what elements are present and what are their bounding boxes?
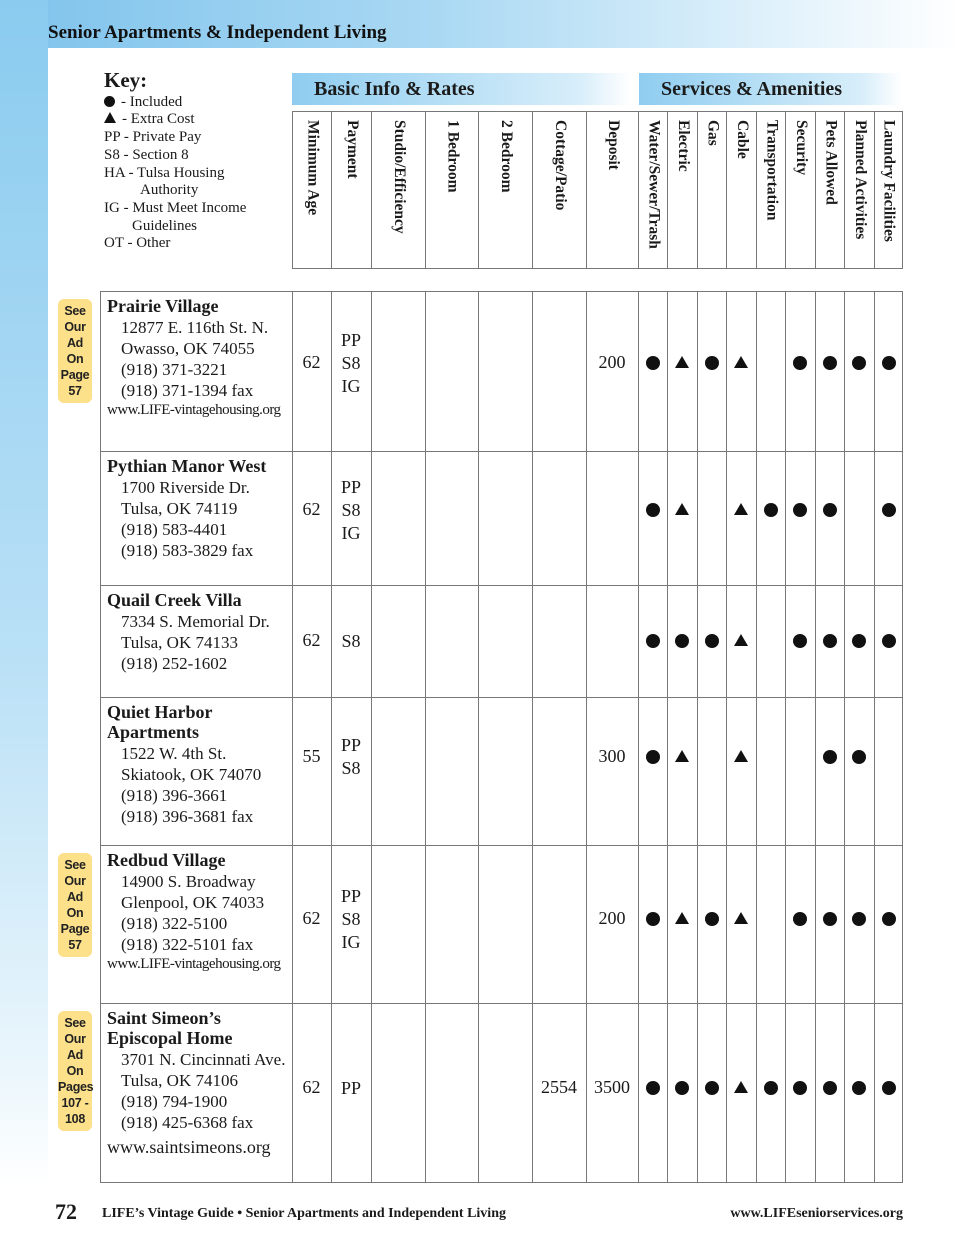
- included-dot: [852, 356, 866, 370]
- see-ad-badge-line: Ad On: [66, 336, 84, 366]
- facility-name: Apartments: [107, 722, 199, 742]
- included-dot: [705, 912, 719, 926]
- column-header-label: 1 Bedroom: [444, 120, 462, 193]
- key-ha-cont: Authority: [140, 182, 199, 199]
- facility-address-line: Glenpool, OK 74033: [121, 893, 265, 912]
- column-divider: [371, 291, 372, 1183]
- deposit: 300: [598, 746, 626, 766]
- see-ad-badge-line: Our: [64, 320, 86, 334]
- column-header: [331, 111, 372, 269]
- facility-name: Episcopal Home: [107, 1028, 233, 1048]
- page-number: 72: [55, 1199, 77, 1224]
- extra-cost-triangle: [675, 356, 689, 368]
- key-title: Key:: [104, 68, 148, 92]
- deposit: 200: [598, 352, 626, 372]
- facility-address-line: Skiatook, OK 74070: [121, 765, 262, 784]
- column-header-label: Electric: [675, 120, 692, 172]
- column-header-label: Minimum Age: [304, 120, 322, 216]
- deposit: 200: [598, 908, 626, 928]
- column-header-label: Studio/Efficiency: [391, 120, 408, 234]
- see-ad-badge-line: Page: [60, 368, 90, 382]
- column-divider: [815, 291, 816, 1183]
- payment-type: PP: [340, 735, 362, 755]
- facility-address-line: (918) 322-5100: [121, 914, 228, 933]
- see-ad-badge[interactable]: [58, 1011, 92, 1131]
- key-ot: OT - Other: [104, 235, 171, 252]
- extra-cost-triangle: [734, 912, 748, 924]
- footer-title: LIFE’s Vintage Guide • Senior Apartments and Independent Living: [102, 1206, 506, 1221]
- included-dot: [793, 356, 807, 370]
- column-header: [371, 111, 426, 269]
- facility-address-line: (918) 425-6368 fax: [121, 1113, 254, 1132]
- payment-type: PP: [340, 885, 362, 906]
- extra-cost-triangle: [734, 1081, 748, 1093]
- key-extra-cost-label: - Extra Cost: [122, 111, 195, 128]
- key-s8: S8 - Section 8: [104, 146, 189, 163]
- included-dot: [852, 1081, 866, 1095]
- included-dot: [823, 1081, 837, 1095]
- included-dot: [705, 1081, 719, 1095]
- minimum-age: 55: [302, 746, 321, 766]
- facility-address-line: 14900 S. Broadway: [121, 872, 256, 891]
- column-header: [532, 111, 587, 269]
- payment-types: [331, 476, 371, 545]
- see-ad-badge-line: 108: [65, 1112, 85, 1126]
- included-dot: [705, 634, 719, 648]
- included-dot: [764, 1081, 778, 1095]
- section-basic-info: Basic Info & Rates: [292, 73, 631, 105]
- column-divider: [425, 291, 426, 1183]
- minimum-age: 62: [302, 908, 321, 928]
- see-ad-badge-line: Ad On: [66, 890, 84, 920]
- row-divider: [100, 697, 903, 698]
- payment-type: S8: [341, 630, 361, 651]
- key-ig: IG - Must Meet Income: [104, 199, 247, 216]
- facility-name: Quail Creek Villa: [107, 590, 242, 610]
- see-ad-badge-line: Pages: [58, 1080, 94, 1094]
- extra-cost-triangle: [734, 750, 748, 762]
- minimum-age: 62: [302, 1077, 321, 1097]
- included-dot: [793, 1081, 807, 1095]
- included-dot: [764, 503, 778, 517]
- row-divider: [100, 451, 903, 452]
- included-dot: [793, 634, 807, 648]
- payment-types: [331, 734, 371, 780]
- payment-types: [331, 1077, 371, 1100]
- facility-address-line: 1522 W. 4th St.: [121, 744, 227, 763]
- column-header-label: Water/Sewer/Trash: [645, 120, 663, 249]
- facility-address-line: (918) 396-3681 fax: [121, 807, 254, 826]
- payment-type: S8: [341, 499, 361, 520]
- footer-url: www.LIFEseniorservices.org: [730, 1206, 903, 1221]
- side-gradient: [0, 0, 48, 1185]
- facility-name: Redbud Village: [107, 850, 226, 870]
- key-pp: PP - Private Pay: [104, 129, 202, 146]
- included-dot: [646, 634, 660, 648]
- column-divider: [667, 291, 668, 1183]
- included-dot: [675, 1081, 689, 1095]
- row-divider: [100, 1003, 903, 1004]
- see-ad-badge-line: See: [64, 304, 86, 318]
- column-header-label: Planned Activities: [852, 120, 869, 240]
- legend-key: [104, 68, 247, 253]
- see-ad-badge-line: Page: [60, 922, 90, 936]
- included-dot: [646, 912, 660, 926]
- facility-name: Prairie Village: [107, 296, 219, 316]
- column-header: [756, 111, 786, 269]
- facility-address-line: Owasso, OK 74055: [121, 339, 255, 358]
- column-divider: [697, 291, 698, 1183]
- payment-type: PP: [340, 1077, 362, 1098]
- column-divider: [478, 291, 479, 1183]
- facility-address-line: Tulsa, OK 74119: [121, 499, 238, 518]
- included-dot: [793, 503, 807, 517]
- facility-website[interactable]: www.saintsimeons.org: [107, 1137, 271, 1157]
- payment-type: S8: [341, 908, 361, 929]
- column-header: [425, 111, 479, 269]
- included-dot: [646, 750, 660, 764]
- facility-address-line: 1700 Riverside Dr.: [121, 478, 250, 497]
- column-divider: [638, 291, 639, 1183]
- included-dot: [705, 356, 719, 370]
- column-divider: [586, 291, 587, 1183]
- extra-cost-triangle: [675, 912, 689, 924]
- payment-type: S8: [341, 758, 361, 778]
- key-ig-cont: Guidelines: [132, 217, 197, 234]
- column-header-label: Gas: [704, 120, 722, 146]
- column-divider: [726, 291, 727, 1183]
- column-header-label: Security: [793, 120, 810, 176]
- column-divider: [532, 291, 533, 1183]
- payment-type: PP: [340, 329, 362, 350]
- extra-cost-triangle: [734, 356, 748, 368]
- see-ad-badge-line: 57: [68, 938, 82, 952]
- row-divider: [100, 845, 903, 846]
- dot-icon: [104, 96, 115, 107]
- column-header-label: Payment: [344, 120, 361, 179]
- column-header: [697, 111, 727, 269]
- payment-types: [331, 329, 371, 398]
- extra-cost-triangle: [675, 750, 689, 762]
- row-divider: [100, 585, 903, 586]
- payment-type: PP: [340, 476, 362, 497]
- column-header: [726, 111, 757, 269]
- included-dot: [823, 634, 837, 648]
- column-header-label: Cable: [734, 120, 751, 159]
- key-ha: HA - Tulsa Housing: [104, 164, 225, 181]
- see-ad-badge-line: Ad On: [66, 1048, 84, 1078]
- column-divider: [844, 291, 845, 1183]
- payment-type: S8: [341, 352, 361, 373]
- column-header: [815, 111, 845, 269]
- see-ad-badge-line: 57: [68, 384, 82, 398]
- facility-name: Quiet Harbor: [107, 702, 213, 722]
- see-ad-badge-line: 107 -: [61, 1096, 89, 1110]
- facility-address-line: (918) 583-3829 fax: [121, 541, 254, 560]
- column-header: [844, 111, 875, 269]
- deposit: 3500: [594, 1077, 630, 1097]
- included-dot: [882, 1081, 896, 1095]
- included-dot: [646, 356, 660, 370]
- column-header: [785, 111, 816, 269]
- column-header: [874, 111, 903, 269]
- column-header-label: 2 Bedroom: [498, 120, 515, 193]
- included-dot: [646, 1081, 660, 1095]
- see-ad-badge-line: Our: [64, 1032, 86, 1046]
- included-dot: [823, 503, 837, 517]
- payment-type: IG: [341, 931, 361, 952]
- section-services: Services & Amenities: [639, 73, 902, 105]
- extra-cost-triangle: [734, 503, 748, 515]
- column-header-label: Deposit: [605, 120, 622, 170]
- see-ad-badge[interactable]: [58, 299, 92, 403]
- facility-name: Pythian Manor West: [107, 456, 267, 476]
- minimum-age: 62: [302, 499, 321, 519]
- included-dot: [882, 912, 896, 926]
- facility-address-line: Tulsa, OK 74133: [121, 633, 238, 652]
- see-ad-badge-line: See: [64, 1016, 86, 1030]
- included-dot: [882, 634, 896, 648]
- see-ad-badge-line: Our: [64, 874, 86, 888]
- facility-address-line: 3701 N. Cincinnati Ave.: [121, 1050, 286, 1069]
- column-header: [586, 111, 639, 269]
- included-dot: [823, 356, 837, 370]
- included-dot: [823, 750, 837, 764]
- column-divider: [756, 291, 757, 1183]
- included-dot: [882, 356, 896, 370]
- key-included-label: - Included: [121, 93, 183, 110]
- cottage-rate: 2554: [541, 1077, 577, 1097]
- key-included: [104, 94, 246, 112]
- included-dot: [793, 912, 807, 926]
- extra-cost-triangle: [675, 503, 689, 515]
- column-header-label: Cottage/Patio: [552, 120, 569, 211]
- included-dot: [646, 503, 660, 517]
- column-header-label: Laundry Facilities: [880, 120, 898, 242]
- payment-types: [331, 630, 371, 653]
- facility-address-line: (918) 794-1900: [121, 1092, 228, 1111]
- see-ad-badge-line: See: [64, 858, 86, 872]
- column-header-label: Transportation: [763, 120, 781, 221]
- minimum-age: 62: [302, 352, 321, 372]
- included-dot: [823, 912, 837, 926]
- facility-address-line: (918) 252-1602: [121, 654, 228, 673]
- payment-type: IG: [341, 375, 361, 396]
- extra-cost-triangle: [734, 634, 748, 646]
- payment-types: [331, 885, 371, 954]
- see-ad-badge[interactable]: [58, 853, 92, 957]
- included-dot: [852, 912, 866, 926]
- facility-website[interactable]: www.LIFE-vintagehousing.org: [107, 402, 281, 418]
- column-divider: [785, 291, 786, 1183]
- included-dot: [675, 634, 689, 648]
- facility-address-line: (918) 322-5101 fax: [121, 935, 254, 954]
- included-dot: [852, 634, 866, 648]
- column-header-label: Pets Allowed: [822, 120, 840, 205]
- triangle-icon: [104, 112, 116, 123]
- facility-website[interactable]: www.LIFE-vintagehousing.org: [107, 956, 281, 972]
- facility-name: Saint Simeon’s: [107, 1008, 221, 1028]
- payment-type: IG: [341, 522, 361, 543]
- facility-address-line: 7334 S. Memorial Dr.: [121, 612, 270, 631]
- included-dot: [882, 503, 896, 517]
- column-divider: [874, 291, 875, 1183]
- column-header: [667, 111, 698, 269]
- facility-address-line: (918) 371-3221: [121, 360, 228, 379]
- page-title: Senior Apartments & Independent Living: [48, 22, 387, 43]
- facility-address-line: (918) 583-4401: [121, 520, 228, 539]
- key-extra-cost: [104, 111, 246, 129]
- column-divider: [292, 291, 293, 1183]
- column-header: [638, 111, 668, 269]
- facility-address-line: (918) 396-3661: [121, 786, 228, 805]
- included-dot: [852, 750, 866, 764]
- column-header: [292, 111, 332, 269]
- column-header: [478, 111, 533, 269]
- facility-address-line: 12877 E. 116th St. N.: [121, 318, 269, 337]
- minimum-age: 62: [302, 630, 321, 650]
- facility-address-line: (918) 371-1394 fax: [121, 381, 254, 400]
- facility-address-line: Tulsa, OK 74106: [121, 1071, 238, 1090]
